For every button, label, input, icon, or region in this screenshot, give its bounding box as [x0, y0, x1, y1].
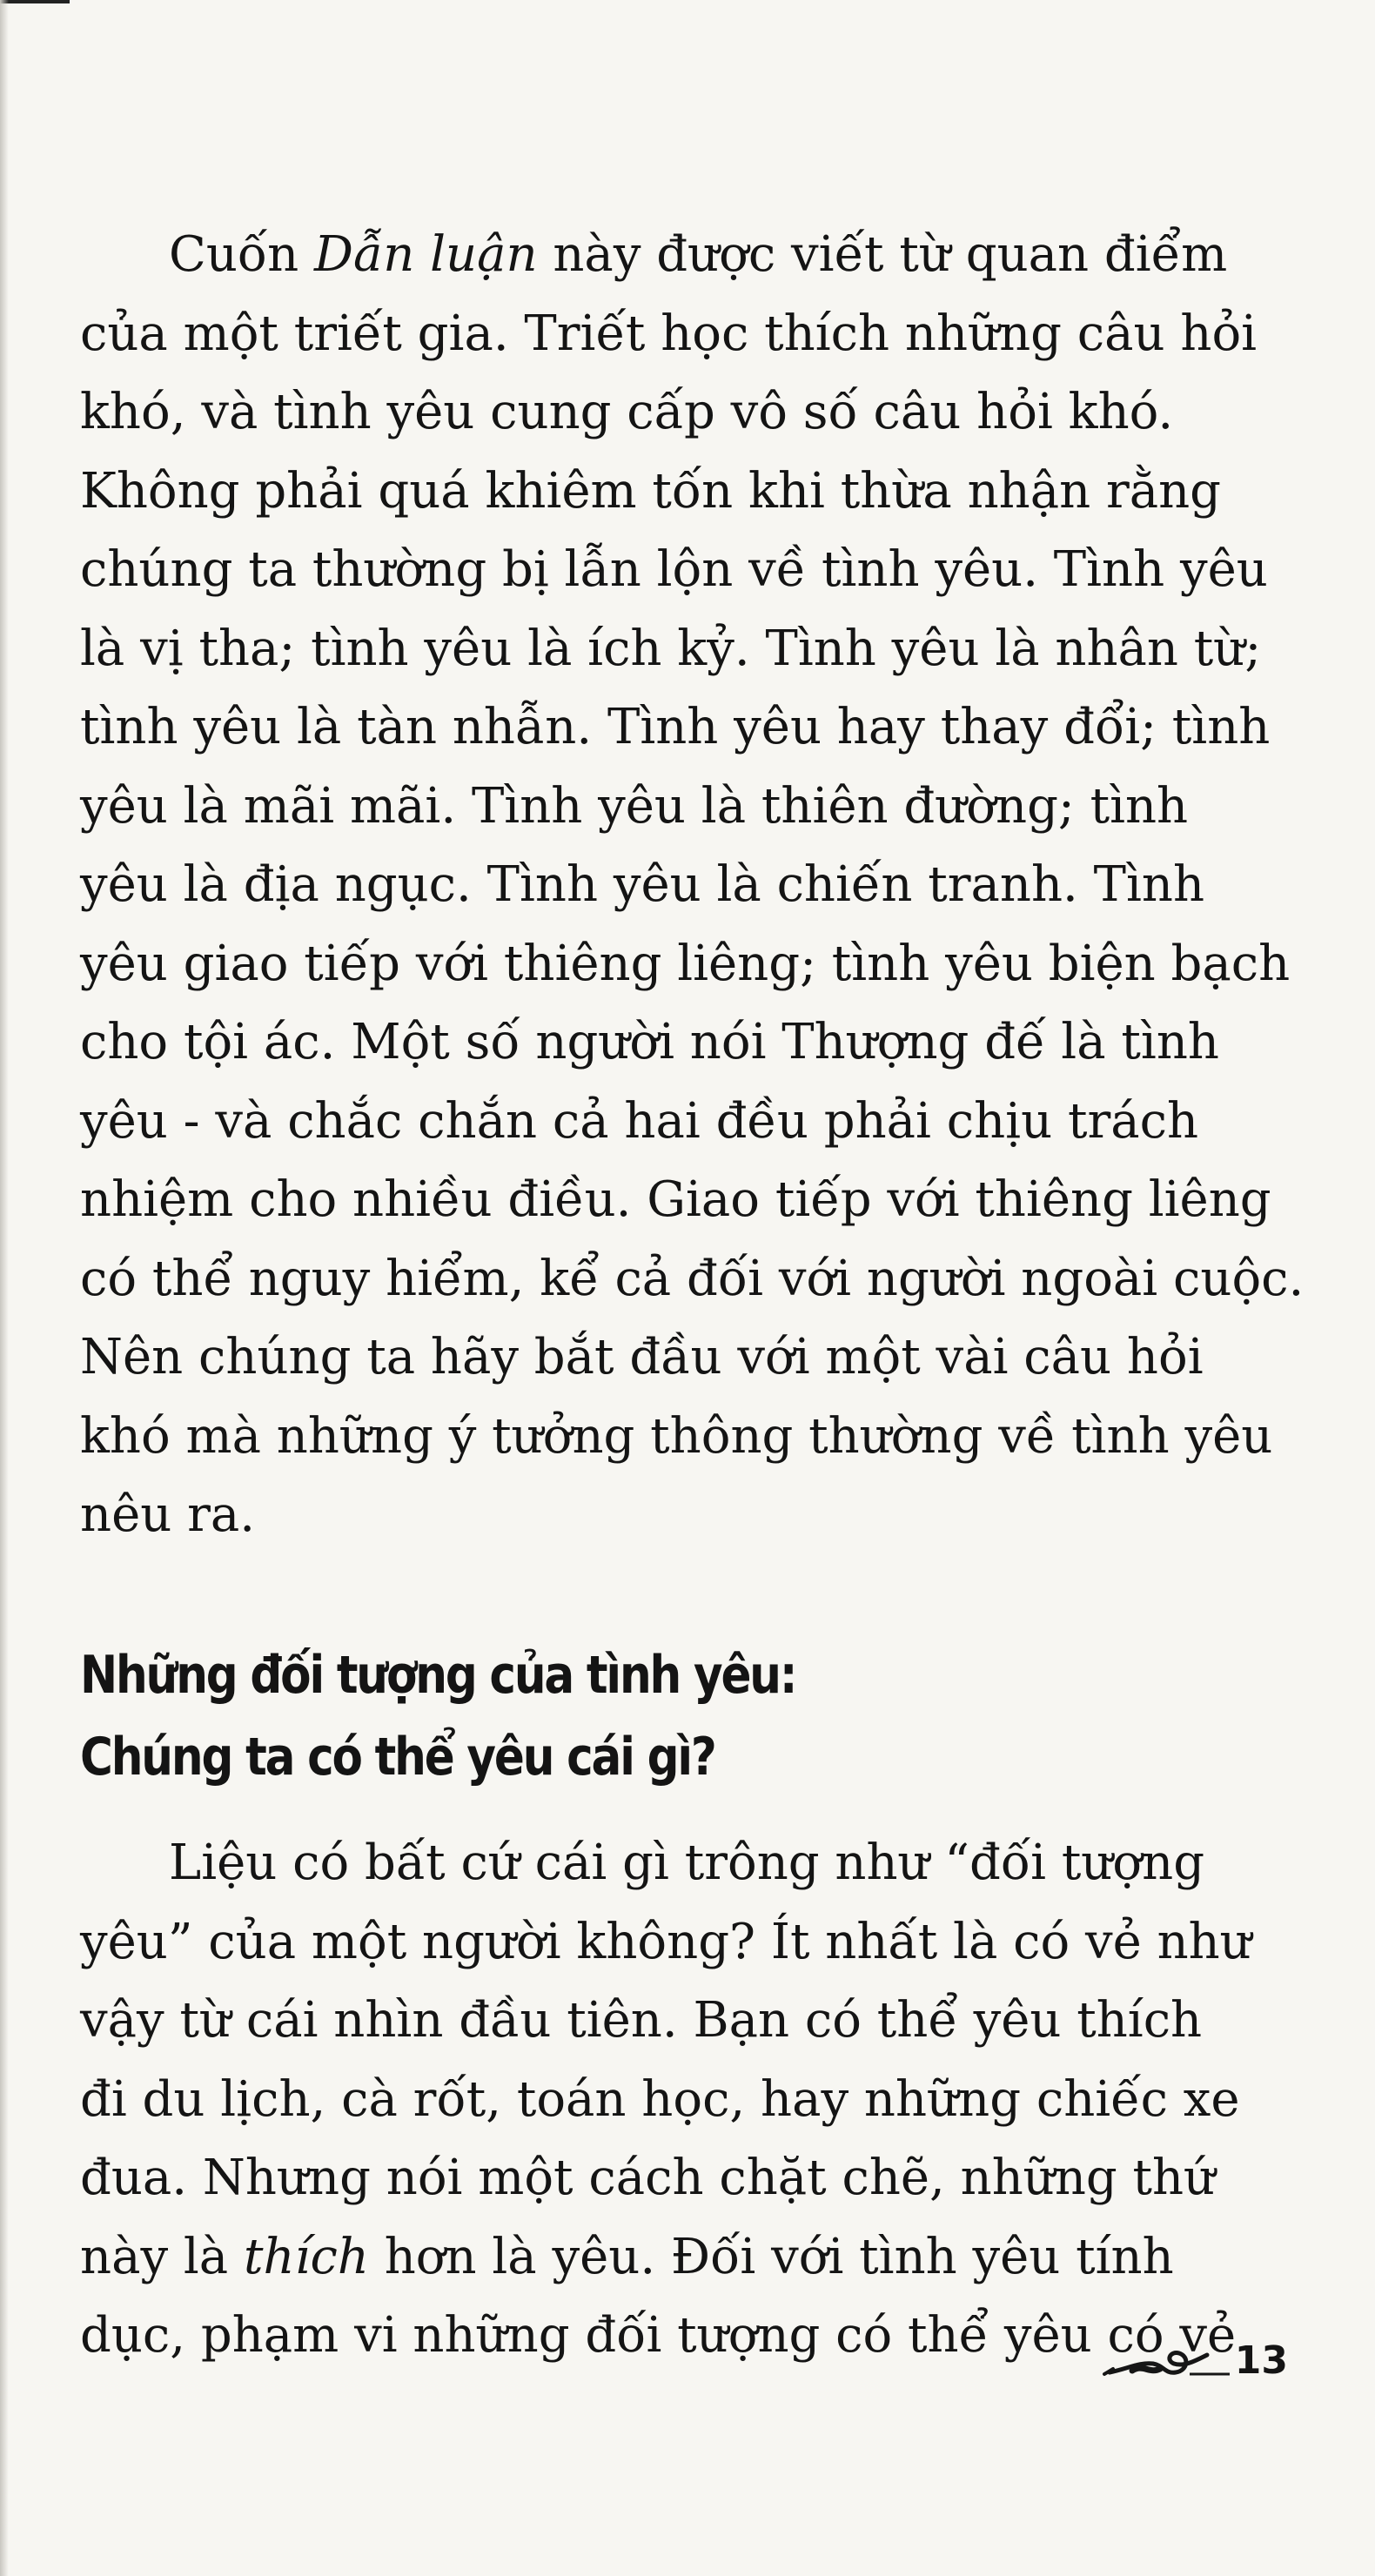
text-line: yêu - và chắc chắn cả hai đều phải chịu trách: [80, 1092, 1199, 1150]
text-line: này là thích hơn là yêu. Đối với tình yêu tính: [80, 2228, 1174, 2285]
text-line: Cuốn Dẫn luận này được viết từ quan điểm: [169, 226, 1228, 283]
page-number: 13: [1234, 2338, 1288, 2383]
text-line: chúng ta thường bị lẫn lộn về tình yêu. Tình yêu: [80, 541, 1268, 598]
paragraph-intro: [80, 216, 1305, 1555]
top-rule: [0, 0, 70, 3]
heading-line-1: Những đối tượng của tình yêu:: [80, 1645, 796, 1706]
text-line: Không phải quá khiêm tốn khi thừa nhận rằng: [80, 462, 1222, 520]
paragraph-objects: [80, 1824, 1281, 2376]
page-footer: [1092, 2334, 1288, 2386]
text-line: yêu giao tiếp với thiêng liêng; tình yêu biện bạch: [80, 935, 1291, 992]
text-line: cho tội ác. Một số người nói Thượng đế là tình: [80, 1014, 1219, 1070]
text-line: Liệu có bất cứ cái gì trông như “đối tượng: [169, 1835, 1205, 1891]
text-line: khó mà những ý tưởng thông thường về tình yêu: [80, 1407, 1273, 1465]
text-line: khó, và tình yêu cung cấp vô số câu hỏi khó.: [80, 384, 1174, 440]
text-line: nhiệm cho nhiều điều. Giao tiếp với thiêng liêng: [80, 1171, 1271, 1228]
text-line: đua. Nhưng nói một cách chặt chẽ, những thứ: [80, 2150, 1216, 2206]
text-line: nêu ra.: [80, 1486, 256, 1543]
italic-text: thích: [244, 2228, 369, 2285]
section-heading: [80, 1634, 1113, 1798]
heading-line-2: Chúng ta có thể yêu cái gì?: [80, 1727, 715, 1788]
text-line: đi du lịch, cà rốt, toán học, hay những chiếc xe: [80, 2070, 1240, 2128]
text-line: của một triết gia. Triết học thích những câu hỏi: [80, 305, 1258, 362]
text-line: có thể nguy hiểm, kể cả đối với người ngoài cuộc.: [80, 1250, 1305, 1307]
text-line: yêu là địa ngục. Tình yêu là chiến tranh. Tình: [80, 856, 1205, 913]
text-line: dục, phạm vi những đối tượng có thể yêu có vẻ: [80, 2307, 1237, 2364]
text-line: là vị tha; tình yêu là ích kỷ. Tình yêu là nhân từ;: [80, 620, 1262, 677]
flourish-ornament-icon: [1092, 2334, 1231, 2386]
text-line: yêu là mãi mãi. Tình yêu là thiên đường; tình: [80, 777, 1189, 835]
text-line: Nên chúng ta hãy bắt đầu với một vài câu hỏi: [80, 1329, 1204, 1385]
text-line: vậy từ cái nhìn đầu tiên. Bạn có thể yêu thích: [80, 1992, 1203, 2049]
text-line: yêu” của một người không? Ít nhất là có vẻ như: [80, 1913, 1251, 1970]
binding-shadow: [0, 0, 9, 2576]
italic-text: Dẫn luận: [314, 226, 538, 283]
text-line: tình yêu là tàn nhẫn. Tình yêu hay thay đổi; tình: [80, 699, 1271, 755]
